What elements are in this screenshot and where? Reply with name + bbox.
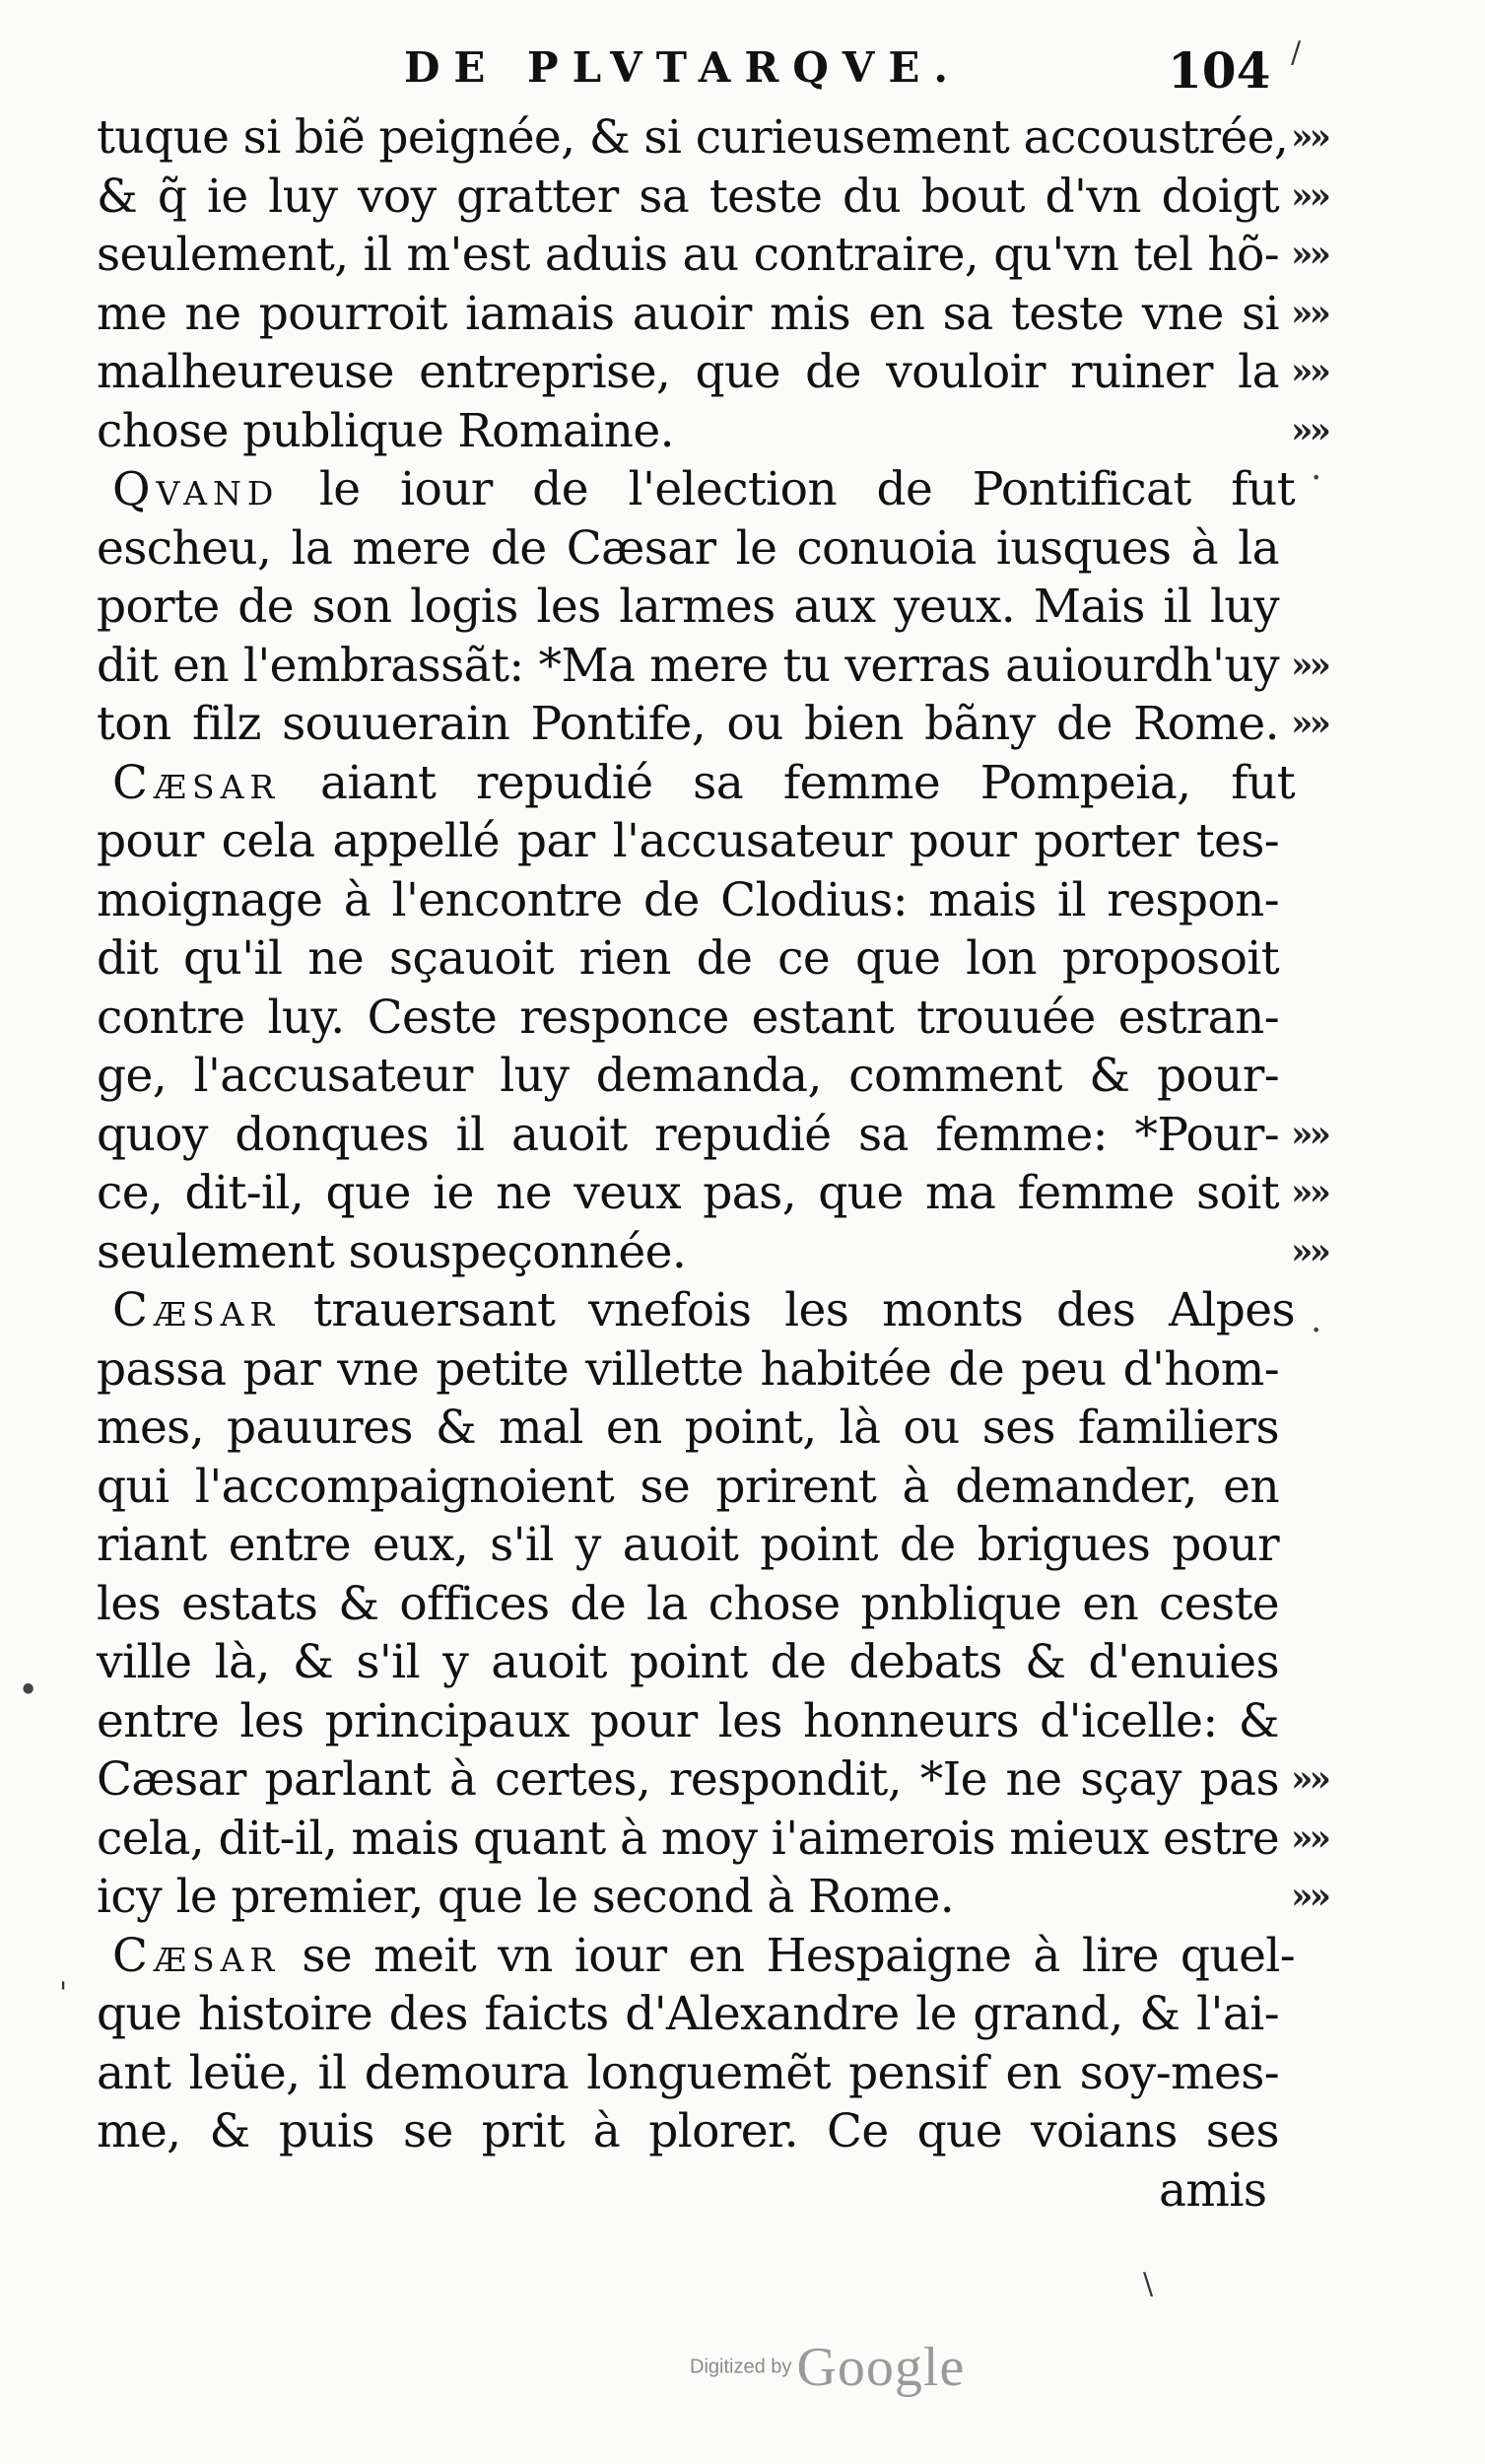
line-text: les estats & offices de la chose pnblique en ceste [97,1576,1279,1631]
line-text: & q̃ ie luy voy gratter sa teste du bout d'vn doigt [97,169,1279,224]
line-text: ge, l'accusateur luy demanda, comment & pour- [97,1049,1279,1103]
line-text: seulement souspeçonnée. [97,1224,687,1279]
watermark-logo-text: Google [796,2337,966,2398]
page-number: 104 [1168,41,1271,100]
line-text [97,1281,1295,1340]
watermark-small-text: Digitized by [690,2356,792,2378]
paragraph-rest: trauersant vnefois les monts des Alpes [280,1283,1295,1337]
text-line [97,1223,1327,1282]
text-line [97,168,1327,227]
line-text [97,460,1295,519]
paragraph-rest: aiant repudié sa femme Pompeia, fut [280,755,1295,810]
text-line [97,1633,1289,1692]
text-line [97,637,1327,696]
line-text [97,1927,1295,1986]
paragraph-rest: se meit vn iour en Hespaigne à lire quel- [280,1928,1295,1983]
line-text: entre les principaux pour les honneurs d'icelle: & [97,1693,1279,1748]
text-line [97,460,1295,519]
quotation-margin-mark: »» [1291,1758,1327,1800]
text-line [97,343,1327,402]
text-line [97,812,1289,871]
quotation-margin-mark: »» [1291,1172,1327,1213]
page-header [374,39,1271,100]
line-text: ville là, & s'il y auoit point de debats & d'enuies [97,1635,1279,1689]
quotation-margin-mark: »» [1291,1816,1327,1859]
quotation-margin-mark: »» [1291,1230,1327,1272]
line-text [97,754,1295,813]
quotation-margin-mark: »» [1291,1876,1327,1917]
catchword: amis [1159,2162,1267,2218]
text-line [97,2102,1289,2161]
text-line [97,1047,1289,1106]
margin-tick: / [1291,35,1302,70]
text-line [97,1281,1295,1340]
text-line [97,2044,1289,2103]
google-watermark [690,2336,966,2398]
text-line [97,1516,1289,1575]
running-title: DE PLVTARQVE. [404,43,963,92]
line-text: icy le premier, que le second à Rome. [97,1870,955,1924]
line-text: ant leüe, il demoura longuemẽt pensif en soy-mes- [97,2045,1279,2100]
quotation-margin-mark: »» [1291,234,1327,275]
text-line [97,1810,1327,1869]
line-text: Cæsar parlant à certes, respondit, *Ie ne sçay pas [97,1752,1279,1807]
catchword-line [97,2161,1289,2221]
paragraph-rest: le iour de l'election de Pontificat fut [279,462,1295,516]
text-line [97,1399,1289,1458]
text-line [97,929,1289,989]
text-line [97,1458,1289,1517]
margin-tick: ' [59,1976,68,2011]
line-text: ton filz souuerain Pontife, ou bien bãny de Rome. [97,697,1279,751]
quotation-margin-mark: »» [1291,292,1327,334]
text-line [97,1692,1289,1751]
text-line [97,1340,1289,1400]
line-text: qui l'accompaignoient se prirent à demander, en [97,1459,1279,1514]
text-line [97,695,1327,754]
paragraph-lead: Qvand [112,462,280,516]
text-line [97,1575,1289,1634]
quotation-margin-mark: »» [1291,409,1327,451]
line-text: riant entre eux, s'il y auoit point de brigues pour [97,1518,1279,1572]
line-text: dit qu'il ne sçauoit rien de ce que lon proposoit [97,931,1279,986]
line-text: escheu, la mere de Cæsar le conuoia iusques à la [97,520,1279,576]
line-text: moignage à l'encontre de Clodius: mais il respon- [97,872,1279,927]
line-text: malheureuse entreprise, que de vouloir ruiner la [97,345,1279,399]
body-text [97,108,1327,2220]
line-text: chose publique Romaine. [97,403,674,458]
text-line [97,1106,1327,1165]
text-line [97,754,1295,813]
text-line [97,285,1327,344]
stray-mark: · [1311,1311,1322,1351]
margin-tick: \ [1143,2267,1154,2301]
line-text: seulement, il m'est aduis au contraire, qu'vn tel hõ- [97,228,1279,282]
line-text: mes, pauures & mal en point, là ou ses familiers [97,1401,1279,1455]
line-text: que histoire des faicts d'Alexandre le grand, & l'ai- [97,1987,1279,2041]
text-line [97,1985,1289,2044]
text-line [97,1750,1327,1810]
line-text: tuque si biẽ peignée, & si curieusement accoustrée, [97,110,1289,165]
line-text: cela, dit-il, mais quant à moy i'aimerois mieux estre [97,1811,1280,1866]
text-line [97,226,1327,285]
text-line [97,1164,1327,1223]
text-line [97,989,1289,1048]
paragraph-lead: Cæsar [112,1928,281,1983]
text-line [97,402,1327,461]
stray-mark: · [1311,458,1322,499]
line-text: passa par vne petite villette habitée de peu d'hom- [97,1341,1279,1397]
quotation-margin-mark: »» [1291,644,1327,686]
paragraph-lead: Cæsar [112,1283,281,1337]
quotation-margin-mark: »» [1291,703,1327,744]
text-line [97,519,1289,579]
line-text: pour cela appellé par l'accusateur pour porter tes- [97,814,1279,868]
line-text: ce, dit-il, que ie ne veux pas, que ma femme soit [97,1166,1279,1220]
line-text: contre luy. Ceste responce estant trouuée estran- [97,990,1279,1045]
paragraph-lead: Cæsar [112,755,281,810]
line-text: dit en l'embrassãt: *Ma mere tu verras auiourdh'uy [97,638,1279,693]
quotation-margin-mark: »» [1291,174,1327,217]
text-line [97,1927,1295,1986]
line-text: me, & puis se prit à plorer. Ce que voians ses [97,2104,1279,2158]
text-line [97,871,1289,930]
line-text: me ne pourroit iamais auoir mis en sa teste vne si [97,286,1279,341]
text-line [97,108,1327,168]
quotation-margin-mark: »» [1291,351,1327,392]
line-text: quoy donques il auoit repudié sa femme: *Pour- [97,1107,1279,1162]
stray-mark: • [18,1671,39,1711]
text-line [97,1868,1327,1927]
quotation-margin-mark: »» [1291,1113,1327,1155]
line-text: porte de son logis les larmes aux yeux. Mais il luy [97,580,1279,634]
text-line [97,578,1289,637]
quotation-margin-mark: »» [1291,116,1327,158]
